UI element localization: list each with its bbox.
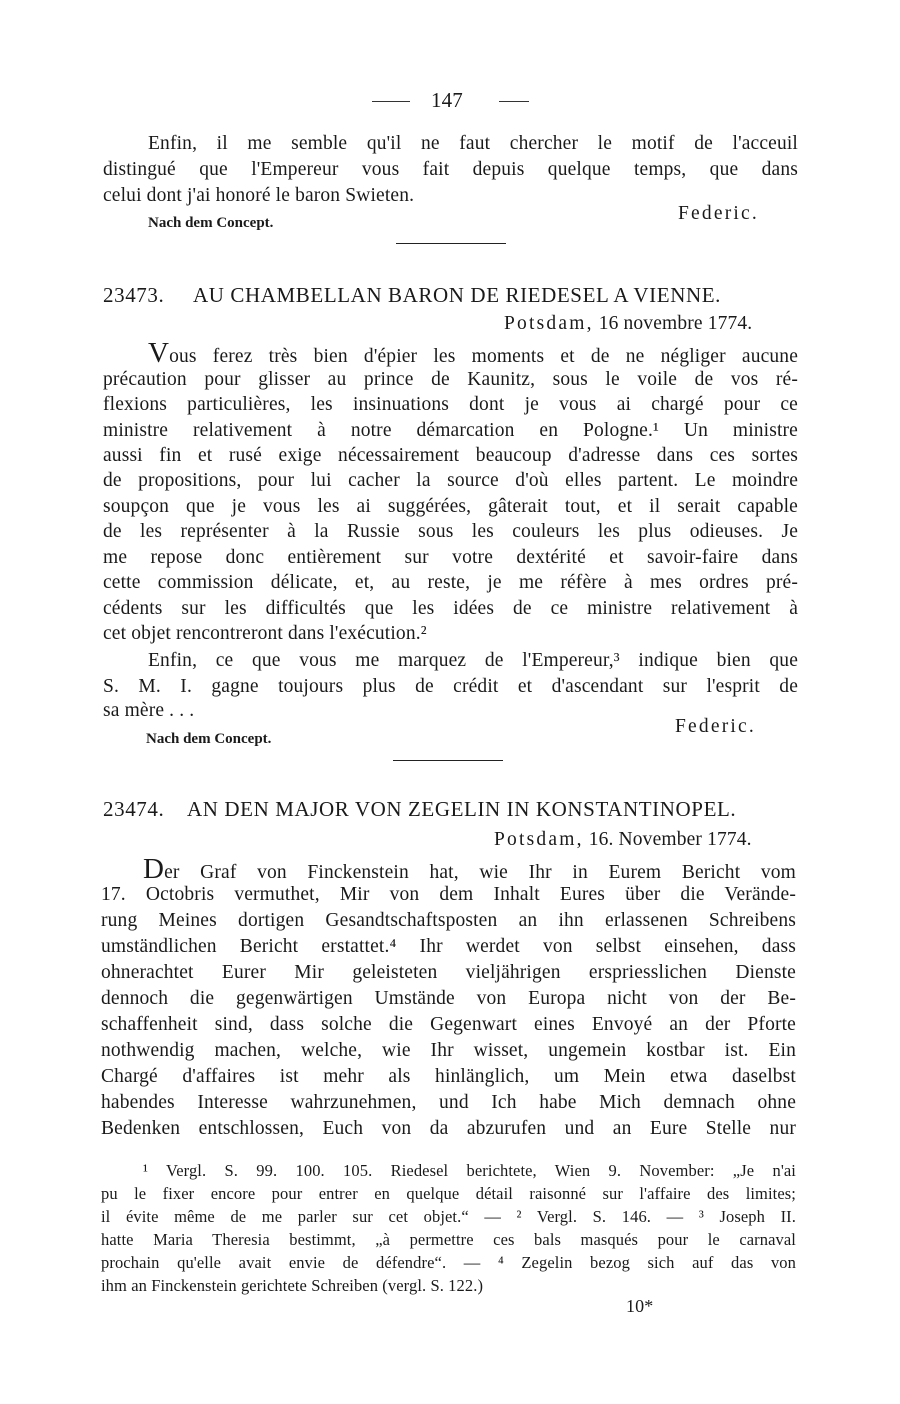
text-line: ohnerachtet Eurer Mir geleisteten vieljährigen erspriesslichen Dienste	[101, 962, 796, 983]
text-line: Bedenken entschlossen, Euch von da abzurufen und an Eure Stelle nur	[101, 1118, 796, 1139]
text-line	[143, 855, 796, 884]
text-line: celui dont j'ai honoré le baron Swieten.	[103, 185, 415, 206]
letter-number: 23474.	[103, 797, 165, 821]
text-line: ministre relativement à notre démarcation en Pologne.¹ Un ministre	[103, 420, 798, 441]
signature-federic: Federic.	[678, 203, 759, 224]
footnote-line: pu le fixer encore pour entrer en quelque détail raisonné sur l'affaire des limites;	[101, 1184, 796, 1203]
text-line: flexions particulières, les insinuations dont je vous ai chargé pour ce	[103, 394, 798, 415]
text-line: S. M. I. gagne toujours plus de crédit et d'ascendant sur l'esprit de	[103, 676, 798, 697]
text-line: de les représenter à la Russie sous les couleurs les plus odieuses. Je	[103, 521, 798, 542]
initial-letter: D	[143, 853, 165, 885]
source-note: Nach dem Concept.	[146, 731, 272, 747]
letter-dateline	[504, 313, 752, 335]
text-line: Chargé d'affaires ist mehr als hinlänglich, um Mein etwa daselbst	[101, 1066, 796, 1087]
letter-dateline	[494, 829, 752, 851]
letter-place: Potsdam,	[494, 829, 584, 850]
text-line: de propositions, pour lui cacher la source d'où elles partent. Le moindre	[103, 470, 798, 491]
text-line: nothwendig machen, welche, wie Ihr wisset, ungemein kostbar ist. Ein	[101, 1040, 796, 1061]
footnote-line: ihm an Finckenstein gerichtete Schreiben (vergl. S. 122.)	[101, 1276, 484, 1295]
footnote-line: ¹ Vergl. S. 99. 100. 105. Riedesel berichtete, Wien 9. November: „Je n'ai	[143, 1161, 796, 1180]
letter-place: Potsdam,	[504, 313, 594, 334]
text-line: distingué que l'Empereur vous fait depuis quelque temps, que dans	[103, 159, 798, 180]
text-line-rest: ous ferez très bien d'épier les moments et de ne négliger aucune	[169, 346, 798, 367]
letter-date: 16. November 1774.	[588, 829, 752, 850]
text-line: habendes Interesse wahrzunehmen, und Ich habe Mich demnach ohne	[101, 1092, 796, 1113]
initial-letter: V	[148, 337, 170, 369]
text-line: Enfin, il me semble qu'il ne faut chercher le motif de l'acceuil	[148, 133, 798, 154]
source-note: Nach dem Concept.	[148, 215, 274, 231]
text-line: précaution pour glisser au prince de Kaunitz, sous le voile de vos ré-	[103, 369, 798, 390]
letter-date: 16 novembre 1774.	[598, 313, 753, 334]
footnote-line: hatte Maria Theresia bestimmt, „à permettre ces bals masqués pour le carnaval	[101, 1230, 796, 1249]
text-line: umständlichen Bericht erstattet.⁴ Ihr werdet von selbst einsehen, dass	[101, 936, 796, 957]
section-divider	[396, 243, 506, 244]
text-line: dennoch die gegenwärtigen Umstände von Europa nicht von der Be-	[101, 988, 796, 1009]
letter-number: 23473.	[103, 283, 165, 307]
text-line: schaffenheit sind, dass solche die Gegenwart eines Envoyé an der Pforte	[101, 1014, 796, 1035]
header-dash-right	[499, 101, 529, 102]
text-line: sa mère . . .	[103, 700, 195, 721]
page-number: 147	[431, 88, 463, 112]
signature-mark: 10*	[626, 1296, 654, 1316]
text-line: me repose donc entièrement sur votre dextérité et savoir-faire dans	[103, 547, 798, 568]
text-line: Enfin, ce que vous me marquez de l'Empereur,³ indique bien que	[148, 650, 798, 671]
signature-federic: Federic.	[675, 716, 756, 737]
section-divider	[393, 760, 503, 761]
letter-title: AN DEN MAJOR VON ZEGELIN IN KONSTANTINOPEL.	[187, 797, 737, 821]
footnote-line: prochain qu'elle avait envie de défendre“. — ⁴ Zegelin bezog sich auf das von	[101, 1253, 796, 1272]
text-line: 17. Octobris vermuthet, Mir von dem Inhalt Eures über die Verände-	[101, 884, 796, 905]
text-line: cette commission délicate, et, au reste, je me réfère à mes ordres pré-	[103, 572, 798, 593]
text-line: aussi fin et rusé exige nécessairement beaucoup d'adresse dans ces sortes	[103, 445, 798, 466]
text-line: soupçon que je vous les ai suggérées, gâterait tout, et il serait capable	[103, 496, 798, 517]
text-line: cet objet rencontreront dans l'exécution.²	[103, 623, 427, 644]
text-line: cédents sur les difficultés que les idées de ce ministre relativement à	[103, 598, 798, 619]
text-line	[148, 339, 798, 368]
header-dash-left	[372, 101, 410, 102]
text-line: rung Meines dortigen Gesandtschaftsposten an ihn erlassenen Schreibens	[101, 910, 796, 931]
letter-title: AU CHAMBELLAN BARON DE RIEDESEL A VIENNE.	[193, 283, 722, 307]
footnote-line: il évite même de me parler sur cet objet.“ — ² Vergl. S. 146. — ³ Joseph II.	[101, 1207, 796, 1226]
text-line-rest: er Graf von Finckenstein hat, wie Ihr in Eurem Bericht vom	[164, 862, 796, 883]
